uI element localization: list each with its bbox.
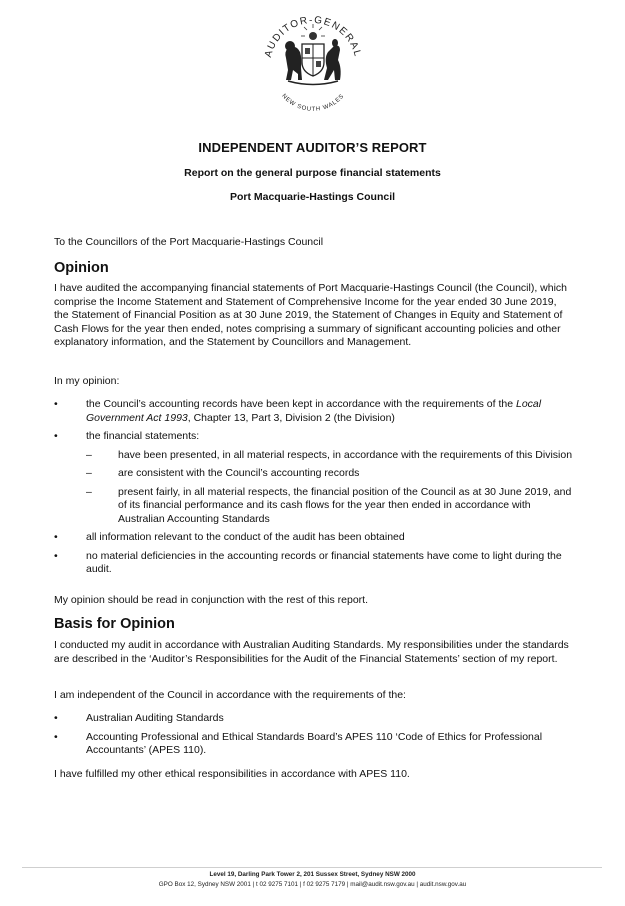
svg-text:NEW SOUTH WALES [280, 93, 345, 113]
list-item-text: no material deficiencies in the accounting records or financial statements have come to light during the audit. [86, 549, 562, 575]
basis-paragraph-2: I am independent of the Council in accordance with the requirements of the: [54, 689, 406, 701]
bullet-mark: • [54, 531, 58, 543]
footer-contact: GPO Box 12, Sydney NSW 2001 | t 02 9275 7101 | f 02 9275 7179 | mail@audit.nsw.gov.au | audit.nsw.gov.au [158, 881, 467, 888]
report-subtitle: Report on the general purpose financial statements [184, 167, 441, 179]
list-item-text: the financial statements: [86, 430, 200, 442]
dash-mark: – [86, 485, 92, 498]
list-item [54, 550, 574, 577]
opinion-heading: Opinion [54, 260, 109, 276]
list-item [54, 430, 574, 526]
sub-list-item-text: are consistent with the Council’s accounting records [118, 467, 360, 479]
act-name: Local Government Act 1993 [86, 398, 542, 424]
addressee: To the Councillors of the Port Macquarie-Hastings Council [54, 236, 324, 248]
coat-of-arms-icon [258, 8, 368, 120]
list-item-text: Accounting Professional and Ethical Standards Board’s APES 110 ‘Code of Ethics for Professional Accountants’ (APES 110). [86, 730, 543, 756]
list-item-text: Australian Auditing Standards [86, 712, 224, 724]
seal-top-text: AUDITOR-GENERAL [262, 14, 364, 59]
bullet-mark: • [54, 398, 58, 410]
opinion-closing: My opinion should be read in conjunction with the rest of this report. [54, 594, 369, 606]
sub-list-item-text: have been presented, in all material respects, in accordance with the requirements of this Division [118, 448, 573, 461]
basis-paragraph-1: I conducted my audit in accordance with Australian Auditing Standards. My responsibilities under the standards are described in the ‘Auditor’s Responsibilities for the Audit of the Financial Statements’ section of my report. [54, 639, 569, 665]
council-name: Port Macquarie-Hastings Council [229, 191, 396, 203]
bullet-mark: • [54, 730, 58, 743]
footer-divider [22, 867, 602, 868]
list-item-text: the Council’s accounting records have been kept in accordance with the requirements of the [86, 398, 516, 410]
sub-list [86, 449, 574, 527]
list-item [54, 398, 574, 425]
auditor-general-seal [258, 8, 368, 120]
list-item [54, 712, 574, 726]
basis-heading: Basis for Opinion [54, 616, 175, 632]
footer-address: Level 19, Darling Park Tower 2, 201 Sussex Street, Sydney NSW 2000 [209, 871, 416, 878]
sub-list-item-text: present fairly, in all material respects, the financial position of the Council as at 30 June 2019, and of its financial performance and its cash flows for the year then ended in accordance with Australian Accounting Standards [118, 485, 572, 525]
dash-mark: – [86, 467, 92, 479]
dash-mark: – [86, 448, 92, 461]
in-my-opinion: In my opinion: [54, 375, 120, 387]
sub-list-item [86, 467, 574, 481]
bullet-mark: • [54, 712, 58, 724]
basis-list [54, 712, 574, 763]
list-item [54, 731, 574, 758]
sub-list-item [86, 486, 574, 527]
bullet-mark: • [54, 549, 58, 562]
report-title: INDEPENDENT AUDITOR’S REPORT [198, 140, 427, 155]
list-item-text: all information relevant to the conduct of the audit has been obtained [86, 531, 405, 543]
opinion-intro: I have audited the accompanying financial statements of Port Macquarie-Hastings Council (the Council), which comprise the Income Statement and Statement of Comprehensive Income for the year ended 30 June 2019, the Statement of Financial Position as at 30 June 2019, the Statement of Changes in Equity and Statement of Cash Flows for the year then ended, notes comprising a summary of significant accounting policies and other explanatory information, and the Statement by Councillors and Management. [54, 282, 568, 348]
sub-list-item [86, 449, 574, 463]
bullet-mark: • [54, 430, 58, 442]
basis-paragraph-3: I have fulfilled my other ethical responsibilities in accordance with APES 110. [54, 768, 410, 780]
list-item-text: , Chapter 13, Part 3, Division 2 (the Division) [187, 411, 395, 424]
seal-bottom-text: NEW SOUTH WALES [280, 93, 346, 113]
list-item [54, 531, 574, 545]
opinion-list [54, 398, 574, 582]
